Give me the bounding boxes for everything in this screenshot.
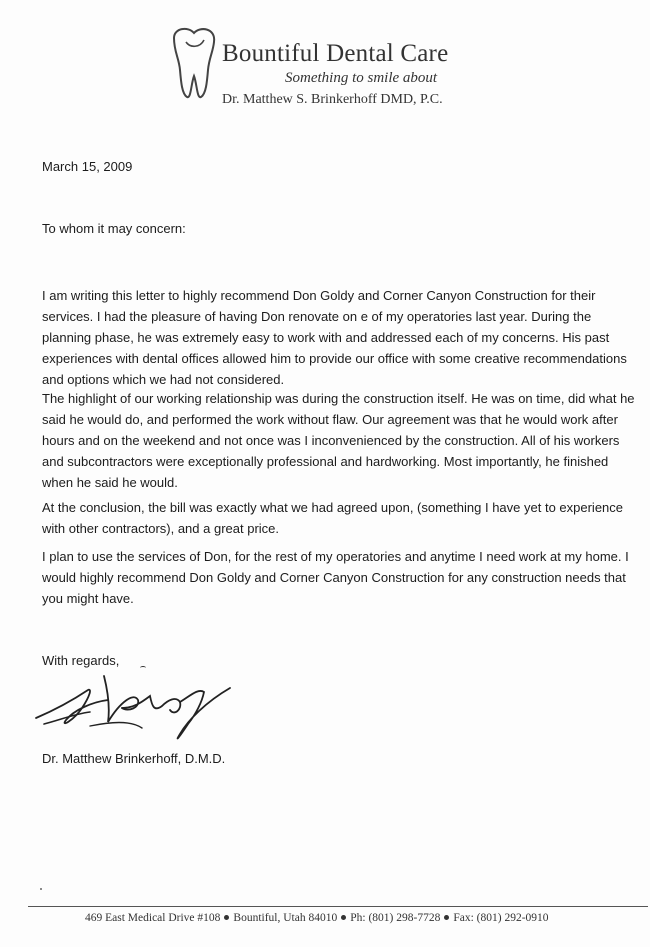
doctor-credentials: Dr. Matthew S. Brinkerhoff DMD, P.C.: [222, 92, 443, 107]
paragraph-3: At the conclusion, the bill was exactly what we had agreed upon, (something I have yet to experience with other contractors), and a great price.: [42, 500, 624, 536]
footer-phone: Ph: (801) 298-7728: [350, 912, 441, 924]
footer-fax: Fax: (801) 292-0910: [453, 912, 549, 924]
practice-name: Bountiful Dental Care: [222, 40, 449, 67]
signer-name: Dr. Matthew Brinkerhoff, D.M.D.: [42, 751, 226, 766]
footer-address: 469 East Medical Drive #108: [85, 912, 221, 924]
salutation: To whom it may concern:: [42, 221, 186, 236]
footer-city: Bountiful, Utah 84010: [233, 912, 338, 924]
tagline: Something to smile about: [285, 70, 438, 86]
paragraph-1: I am writing this letter to highly recommend Don Goldy and Corner Canyon Construction for their services. I had the pleasure of having Don renovate on e of my operatories last year. During the planning phase, he was extremely easy to work with and addressed each of my concerns. His past experiences with dental offices allowed him to provide our office with some creative recommendations and options which we had not considered.: [42, 288, 627, 387]
paragraph-4: I plan to use the services of Don, for the rest of my operatories and anytime I need work at my home. I would highly recommend Don Goldy and Corner Canyon Construction for any construction needs that you might have.: [42, 549, 629, 606]
letter-date: March 15, 2009: [42, 159, 133, 174]
bullet-icon: [341, 915, 346, 920]
scan-mark: [40, 888, 42, 890]
bullet-icon: [444, 915, 449, 920]
footer-divider: [28, 906, 648, 907]
bullet-icon: [224, 915, 229, 920]
paragraph-2: The highlight of our working relationship was during the construction itself. He was on time, did what he said he would do, and performed the work without flaw. Our agreement was that he would work after hours and on the weekend and not once was I inconvenienced by the construction. All of his workers and subcontractors were exceptionally professional and hardworking. Most importantly, he finished when he said he would.: [42, 391, 635, 490]
closing: With regards,: [42, 653, 120, 668]
handwritten-signature: [30, 662, 240, 754]
tooth-icon: [164, 24, 224, 102]
footer-contact: [85, 912, 549, 924]
